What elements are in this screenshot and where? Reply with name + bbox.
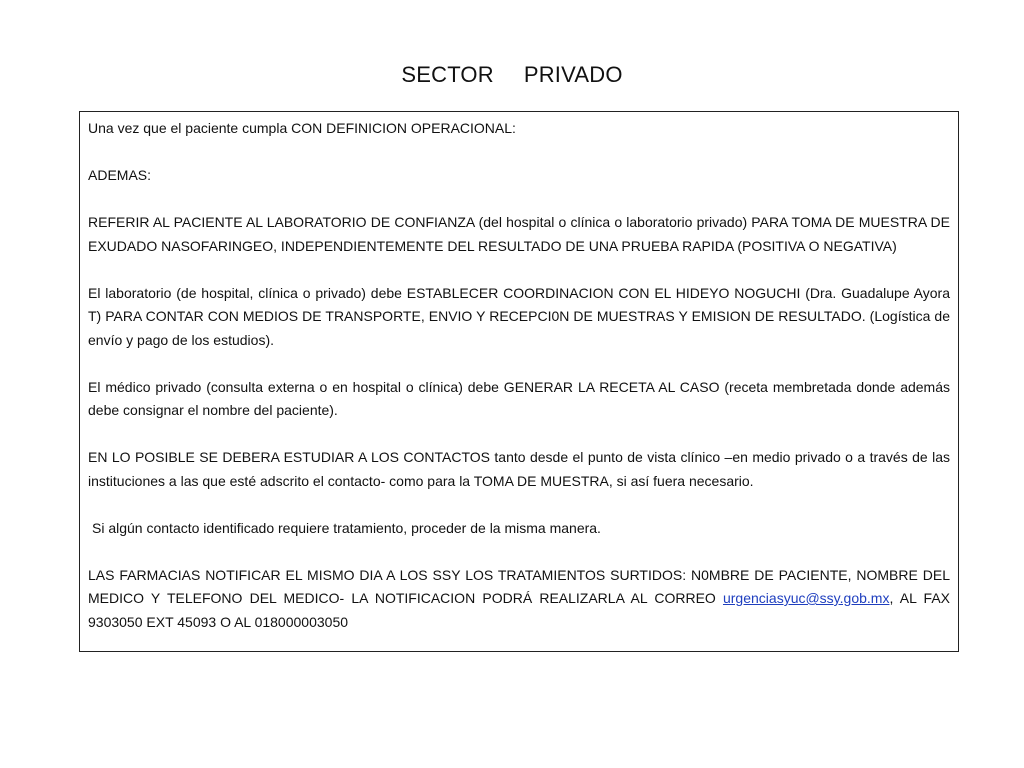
- contactos-paragraph: EN LO POSIBLE SE DEBERA ESTUDIAR A LOS CONTACTOS tanto desde el punto de vista clínico –en medio privado o a través de las instituciones a las que esté adscrito el contacto- como para la TOMA DE MUESTRA, si así fuera necesario.: [88, 449, 950, 489]
- laboratorio-paragraph: El laboratorio (de hospital, clínica o privado) debe ESTABLECER COORDINACION CON EL HIDEYO NOGUCHI (Dra. Guadalupe Ayora T) PARA CONTAR CON MEDIOS DE TRANSPORTE, ENVIO Y RECEPCI0N DE MUESTRAS Y EMISION DE RESULTADO. (Logística de envío y pago de los estudios).: [88, 284, 950, 348]
- farmacias-text-end: , AL FAX 9303050 EXT 45093 O AL 018000003050: [88, 590, 950, 630]
- content-box: [79, 111, 959, 652]
- ademas-heading: ADEMAS:: [88, 167, 152, 183]
- title-word-privado: PRIVADO: [523, 62, 623, 87]
- email-link[interactable]: urgenciasyuc@ssy.gob.mx: [722, 590, 890, 606]
- title-word-sector: SECTOR: [401, 62, 494, 87]
- referir-paragraph: REFERIR AL PACIENTE AL LABORATORIO DE CONFIANZA (del hospital o clínica o laboratorio privado) PARA TOMA DE MUESTRA DE EXUDADO NASOFARINGEO, INDEPENDIENTEMENTE DEL RESULTADO DE UNA PRUEBA RAPIDA (POSITIVA O NEGATIVA): [88, 214, 950, 254]
- farmacias-text-start: LAS FARMACIAS NOTIFICAR EL MISMO DIA A LOS SSY LOS TRATAMIENTOS SURTIDOS: N0MBRE DE PACIENTE, NOMBRE DEL MEDICO Y TELEFONO DEL MEDICO- LA NOTIFICACION PODRÁ REALIZARLA AL CORREO: [88, 566, 950, 606]
- medico-paragraph: El médico privado (consulta externa o en hospital o clínica) debe GENERAR LA RECETA AL CASO (receta membretada donde además debe consignar el nombre del paciente).: [88, 378, 950, 418]
- farmacias-paragraph: [88, 564, 950, 635]
- slide-title: [0, 62, 1024, 88]
- tratamiento-paragraph: Si algún contacto identificado requiere tratamiento, proceder de la misma manera.: [92, 519, 601, 536]
- intro-paragraph: Una vez que el paciente cumpla CON DEFINICION OPERACIONAL:: [88, 120, 516, 136]
